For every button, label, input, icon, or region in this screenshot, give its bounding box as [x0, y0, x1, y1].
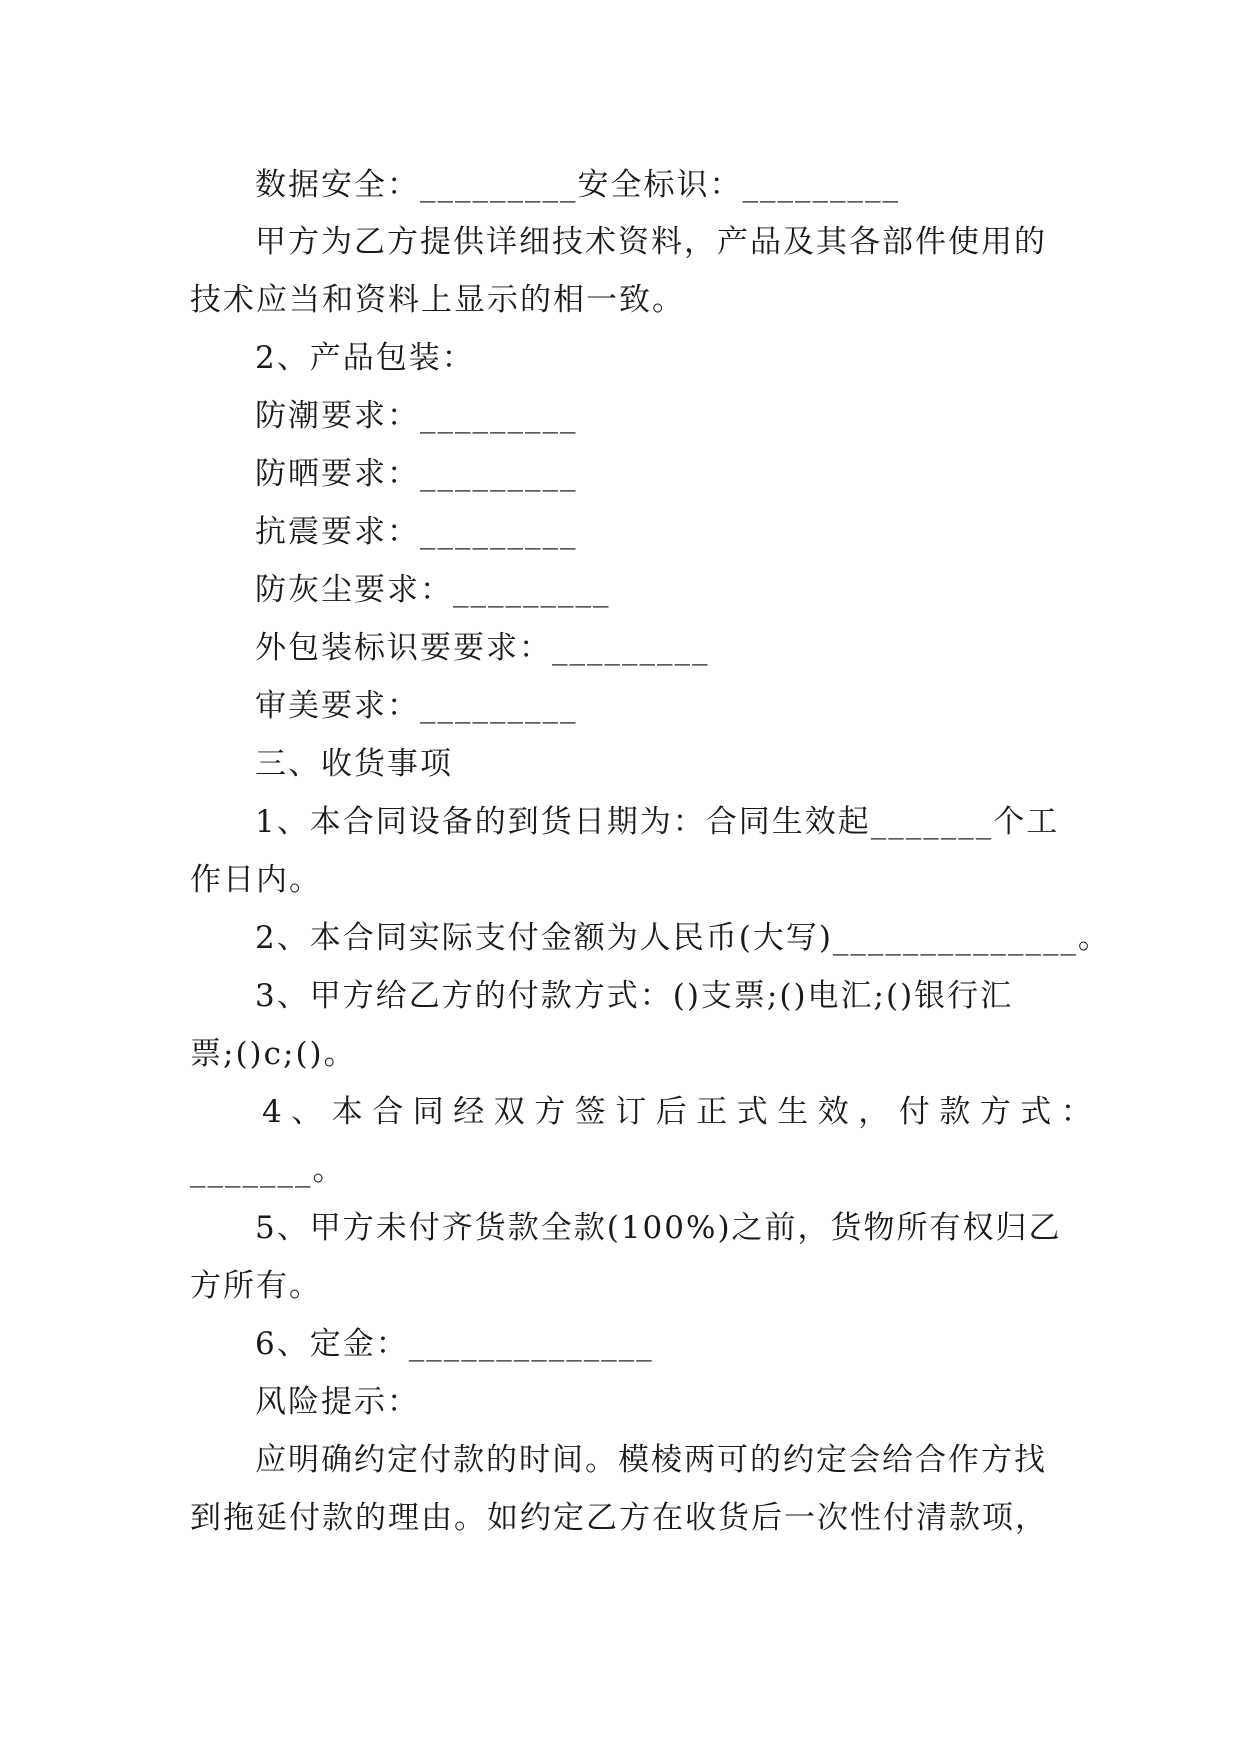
text-line-outer-label: 外包装标识要要求：_________: [255, 630, 710, 666]
text-line-effective: 4、本合同经双方签订后正式生效，付款方式：: [262, 1094, 1102, 1130]
text-line-ownership: 5、甲方未付齐货款全款(100%)之前，货物所有权归乙: [255, 1210, 1062, 1246]
text-line-delivery-date-cont: 作日内。: [190, 862, 322, 898]
text-line-delivery-date: 1、本合同设备的到货日期为：合同生效起_______个工: [255, 804, 1060, 840]
text-line-effective-cont: _______。: [190, 1152, 346, 1188]
text-line-tech-docs-cont: 技术应当和资料上显示的相一致。: [190, 282, 685, 318]
text-line-payment-method-cont: 票;()c;()。: [190, 1036, 357, 1072]
text-line-risk-body: 应明确约定付款的时间。模棱两可的约定会给合作方找: [255, 1442, 1047, 1478]
section-heading-packaging: 2、产品包装：: [255, 340, 475, 376]
text-line-risk-body-cont: 到拖延付款的理由。如约定乙方在收货后一次性付清款项，: [190, 1500, 1048, 1536]
text-line-sun: 防晒要求：_________: [255, 456, 578, 492]
text-line-payment-method: 3、甲方给乙方的付款方式：()支票;()电汇;()银行汇: [255, 978, 1014, 1014]
text-line-aesthetic: 审美要求：_________: [255, 688, 578, 724]
text-line-data-security: 数据安全：_________安全标识：_________: [255, 167, 900, 203]
text-line-ownership-cont: 方所有。: [190, 1268, 322, 1304]
section-heading-receiving: 三、收货事项: [255, 746, 453, 782]
text-line-moisture: 防潮要求：_________: [255, 398, 578, 434]
text-line-dust: 防灰尘要求：_________: [255, 572, 611, 608]
text-line-shock: 抗震要求：_________: [255, 514, 578, 550]
text-line-deposit: 6、定金：______________: [255, 1326, 654, 1362]
text-line-risk-heading: 风险提示：: [255, 1384, 420, 1420]
text-line-payment-amount: 2、本合同实际支付金额为人民币(大写)______________。: [255, 920, 1111, 956]
text-line-tech-docs: 甲方为乙方提供详细技术资料，产品及其各部件使用的: [255, 224, 1047, 260]
